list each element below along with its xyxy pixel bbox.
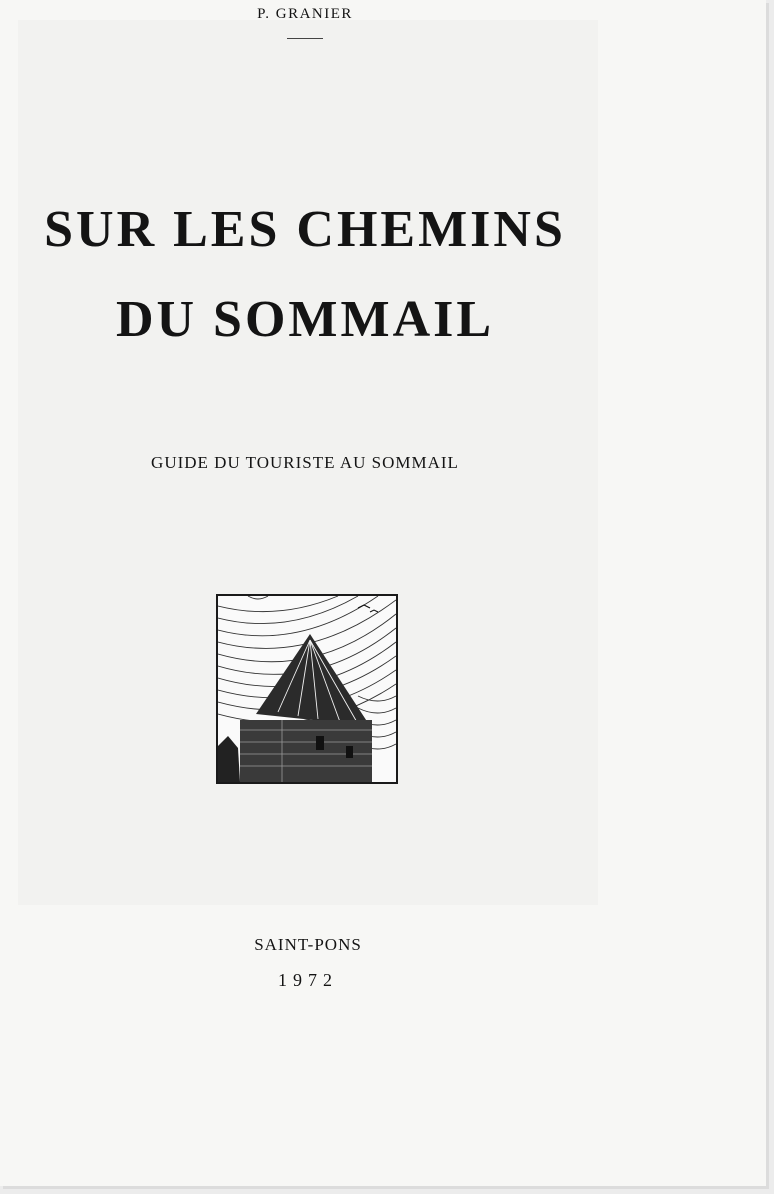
author-name: P. GRANIER <box>257 6 353 22</box>
title-line-1: SUR LES CHEMINS <box>44 201 566 258</box>
publication-place: SAINT-PONS <box>254 935 362 954</box>
subtitle: GUIDE DU TOURISTE AU SOMMAIL <box>151 453 459 472</box>
publication-year: 1972 <box>278 970 338 990</box>
author-divider <box>287 38 323 39</box>
title-line-2: DU SOMMAIL <box>115 291 495 348</box>
tower-engraving-icon <box>216 594 398 784</box>
